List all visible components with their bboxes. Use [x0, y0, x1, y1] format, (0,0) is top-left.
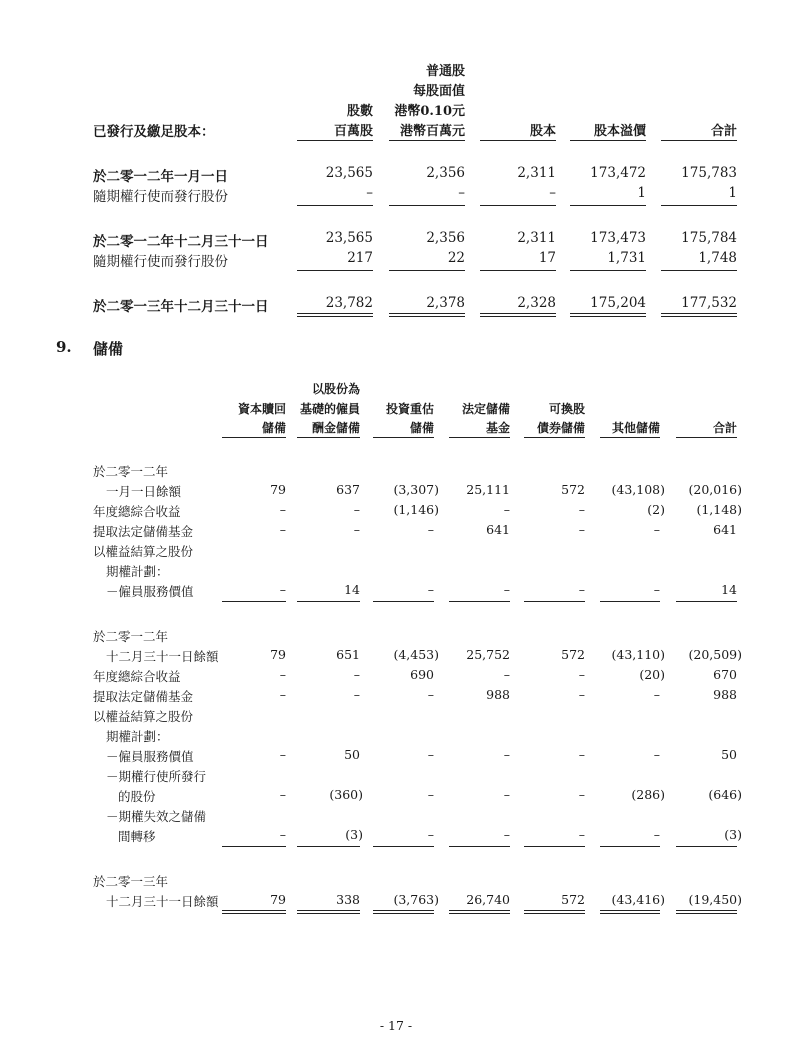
- row-label: 以權益結算之股份: [93, 709, 194, 724]
- cell: –: [503, 747, 510, 762]
- cell: (43,108): [611, 482, 665, 497]
- cell: 988: [486, 687, 510, 702]
- cell: (3): [724, 827, 742, 842]
- cell: –: [427, 687, 434, 702]
- cell: –: [578, 787, 585, 802]
- col-header-ordinary-3: 港幣0.10元: [394, 104, 465, 119]
- cell: (286): [631, 787, 665, 802]
- cell: –: [427, 582, 434, 597]
- cell: –: [279, 667, 286, 682]
- cell: (43,110): [611, 647, 665, 662]
- cell: –: [503, 827, 510, 842]
- col-header-convertible-1: 可換股: [548, 402, 585, 416]
- row-label: 提取法定儲備基金: [93, 524, 194, 539]
- col-header-capital-redemption-2: 儲備: [261, 421, 286, 435]
- cell: –: [458, 185, 465, 201]
- row-label: 於二零一二年十二月三十一日: [93, 234, 269, 250]
- cell: 1: [728, 185, 737, 201]
- col-header-convertible-2: 債券儲備: [536, 421, 585, 435]
- col-header-ordinary-1: 普通股: [425, 64, 465, 79]
- cell: 572: [561, 892, 585, 907]
- cell: 641: [713, 522, 737, 537]
- cell: 2,356: [426, 230, 465, 246]
- cell: –: [279, 827, 286, 842]
- col-header-share-based-3: 酬金儲備: [311, 421, 360, 435]
- row-label: 年度總綜合收益: [93, 504, 181, 519]
- row-label: －僱員服務價值: [106, 584, 194, 599]
- cell: (43,416): [611, 892, 665, 907]
- cell: –: [578, 522, 585, 537]
- cell: 175,784: [681, 230, 737, 246]
- cell: –: [503, 502, 510, 517]
- cell: –: [427, 747, 434, 762]
- cell: 2,328: [517, 295, 556, 311]
- cell: 23,565: [325, 230, 373, 246]
- col-header-ordinary-4: 港幣百萬元: [399, 124, 465, 139]
- cell: (2): [647, 502, 665, 517]
- cell: 26,740: [466, 892, 510, 907]
- col-header-total: 合計: [712, 421, 737, 435]
- cell: –: [353, 502, 360, 517]
- cell: 23,782: [325, 295, 373, 311]
- row-label: 的股份: [118, 789, 156, 804]
- cell: 177,532: [681, 295, 737, 311]
- cell: 79: [270, 892, 286, 907]
- cell: (20): [639, 667, 665, 682]
- row-label: 於二零一三年: [93, 874, 169, 889]
- cell: –: [503, 582, 510, 597]
- cell: (3): [345, 827, 363, 842]
- cell: 690: [410, 667, 434, 682]
- section-number: 9.: [56, 338, 72, 356]
- cell: 25,752: [466, 647, 510, 662]
- cell: 175,204: [590, 295, 646, 311]
- cell: 23,565: [325, 165, 373, 181]
- cell: –: [503, 667, 510, 682]
- cell: 637: [336, 482, 360, 497]
- cell: (19,450): [688, 892, 742, 907]
- cell: 17: [538, 250, 556, 266]
- col-header-investment-revaluation-1: 投資重估: [385, 402, 434, 416]
- col-header-share-capital: 股本: [529, 124, 556, 139]
- cell: 173,473: [590, 230, 646, 246]
- cell: –: [353, 667, 360, 682]
- col-header-shares-1: 股數: [346, 104, 373, 119]
- cell: 175,783: [681, 165, 737, 181]
- cell: 572: [561, 482, 585, 497]
- cell: (3,307): [393, 482, 439, 497]
- cell: (1,148): [696, 502, 742, 517]
- col-header-share-based-2: 基礎的僱員: [299, 402, 360, 416]
- cell: –: [578, 667, 585, 682]
- row-label: 於二零一二年: [93, 464, 169, 479]
- cell: 50: [344, 747, 360, 762]
- cell: –: [653, 747, 660, 762]
- cell: –: [279, 747, 286, 762]
- share-capital-title: 已發行及繳足股本：: [93, 124, 215, 140]
- cell: 2,356: [426, 165, 465, 181]
- col-header-share-based-1: 以股份為: [311, 382, 360, 396]
- cell: 338: [336, 892, 360, 907]
- cell: (1,146): [393, 502, 439, 517]
- cell: –: [353, 687, 360, 702]
- row-label: 一月一日餘額: [106, 484, 182, 499]
- cell: (20,016): [688, 482, 742, 497]
- cell: 14: [721, 582, 737, 597]
- cell: –: [578, 827, 585, 842]
- col-header-other: 其他儲備: [611, 421, 660, 435]
- row-label: 十二月三十一日餘額: [106, 649, 219, 664]
- cell: –: [279, 687, 286, 702]
- cell: 670: [713, 667, 737, 682]
- section-title: 儲備: [93, 340, 124, 358]
- cell: 988: [713, 687, 737, 702]
- row-label: 於二零一二年: [93, 629, 169, 644]
- cell: –: [353, 522, 360, 537]
- cell: –: [366, 185, 373, 201]
- cell: –: [653, 582, 660, 597]
- cell: 2,311: [517, 165, 556, 181]
- cell: –: [578, 687, 585, 702]
- cell: –: [279, 502, 286, 517]
- cell: 2,378: [426, 295, 465, 311]
- cell: (4,453): [393, 647, 439, 662]
- row-label: －僱員服務價值: [106, 749, 194, 764]
- cell: –: [427, 787, 434, 802]
- cell: –: [578, 582, 585, 597]
- cell: (646): [708, 787, 742, 802]
- cell: 14: [344, 582, 360, 597]
- cell: –: [427, 522, 434, 537]
- cell: 1,748: [698, 250, 737, 266]
- col-header-share-premium: 股本溢價: [593, 124, 646, 139]
- cell: 1: [637, 185, 646, 201]
- cell: –: [653, 687, 660, 702]
- col-header-investment-revaluation-2: 儲備: [409, 421, 434, 435]
- cell: –: [653, 522, 660, 537]
- cell: –: [549, 185, 556, 201]
- row-label: 十二月三十一日餘額: [106, 894, 219, 909]
- cell: 22: [447, 250, 465, 266]
- cell: 572: [561, 647, 585, 662]
- row-label: 期權計劃：: [106, 729, 169, 744]
- cell: 50: [721, 747, 737, 762]
- col-header-total: 合計: [710, 124, 737, 139]
- row-label: 隨期權行使而發行股份: [93, 254, 228, 270]
- cell: 1,731: [607, 250, 646, 266]
- row-label: 以權益結算之股份: [93, 544, 194, 559]
- cell: –: [279, 582, 286, 597]
- row-label: 隨期權行使而發行股份: [93, 189, 228, 205]
- cell: (3,763): [393, 892, 439, 907]
- cell: 79: [270, 647, 286, 662]
- cell: –: [427, 827, 434, 842]
- page-number: - 17 -: [379, 1018, 413, 1033]
- col-header-shares-2: 百萬股: [333, 124, 373, 139]
- cell: (20,509): [688, 647, 742, 662]
- cell: –: [578, 747, 585, 762]
- cell: 173,472: [590, 165, 646, 181]
- row-label: 於二零一三年十二月三十一日: [93, 299, 269, 315]
- row-label: 提取法定儲備基金: [93, 689, 194, 704]
- col-header-statutory-1: 法定儲備: [461, 402, 510, 416]
- cell: –: [503, 787, 510, 802]
- row-label: －期權行使所發行: [106, 769, 207, 784]
- cell: 651: [336, 647, 360, 662]
- cell: (360): [329, 787, 363, 802]
- cell: –: [578, 502, 585, 517]
- row-label: －期權失效之儲備: [106, 809, 207, 824]
- cell: 217: [347, 250, 373, 266]
- cell: 2,311: [517, 230, 556, 246]
- row-label: 年度總綜合收益: [93, 669, 181, 684]
- row-label: 期權計劃：: [106, 564, 169, 579]
- col-header-statutory-2: 基金: [485, 421, 510, 435]
- col-header-capital-redemption-1: 資本贖回: [237, 402, 286, 416]
- row-label: 間轉移: [118, 829, 156, 844]
- col-header-ordinary-2: 每股面值: [412, 84, 465, 99]
- cell: –: [653, 827, 660, 842]
- cell: 25,111: [466, 482, 510, 497]
- cell: –: [279, 787, 286, 802]
- cell: 79: [270, 482, 286, 497]
- cell: 641: [486, 522, 510, 537]
- row-label: 於二零一二年一月一日: [93, 169, 228, 185]
- cell: –: [279, 522, 286, 537]
